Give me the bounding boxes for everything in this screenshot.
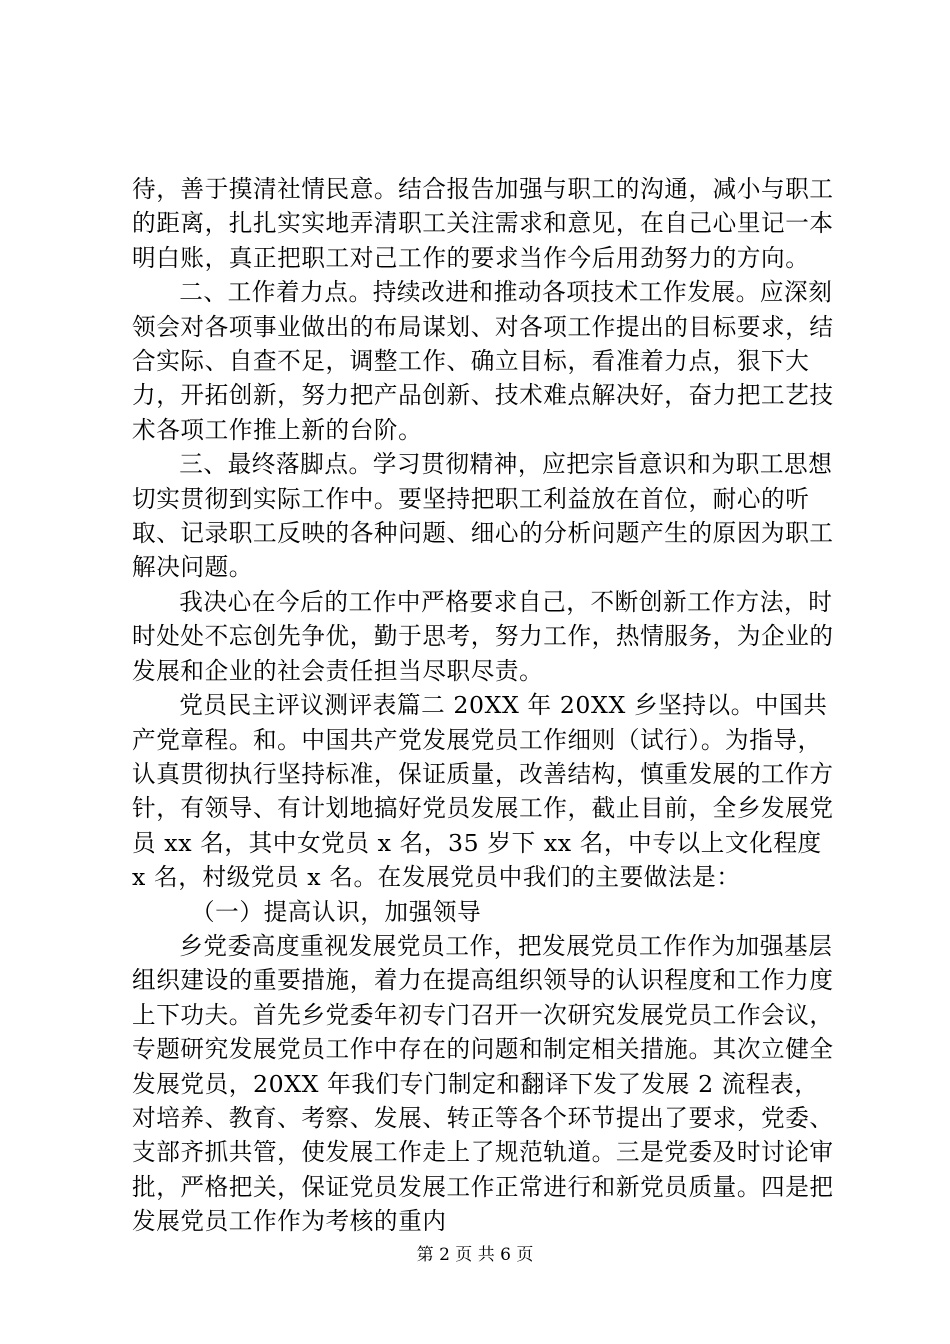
subheading-raise-awareness: （一）提高认识，加强领导 [190, 897, 482, 926]
document-body [132, 172, 838, 1239]
page-number-footer: 第 2 页 共 6 页 [416, 1245, 534, 1265]
paragraph-party-committee: 乡党委高度重视发展党员工作，把发展党员工作作为加强基层组织建设的重要措施，着力在提高组织领导的认识程度和工作力度上下功夫。首先乡党委年初专门召开一次研究发展党员工作会议，专题研究发展党员工作中存在的问题和制定相关措施。其次立健全发展党员，20XX 年我们专门制定和翻译下发了发展 2 流程表，对培养、教育、考察、发展、转正等各个环节提出了要求，党委、支部齐抓共管，使发展工作走上了规范轨道。三是党委及时讨论审批，严格把关，保证党员发展工作正常进行和新党员质量。四是把发展党员工作作为考核的重内 [132, 931, 834, 1236]
paragraph-section-three: 三、最终落脚点。学习贯彻精神，应把宗旨意识和为职工思想切实贯彻到实际工作中。要坚持把职工利益放在首位，耐心的听取、记录职工反映的各种问题、细心的分析问题产生的原因为职工解决问题。 [132, 450, 834, 582]
paragraph-resolution: 我决心在今后的工作中严格要求自己，不断创新工作方法，时时处处不忘创先争优，勤于思考，努力工作，热情服务，为企业的发展和企业的社会责任担当尽职尽责。 [132, 587, 834, 685]
paragraph-continuation: 待，善于摸清社情民意。结合报告加强与职工的沟通，减小与职工的距离，扎扎实实地弄清职工关注需求和意见，在自己心里记一本明白账，真正把职工对己工作的要求当作今后用劲努力的方向。 [132, 175, 834, 272]
paragraph-section-two: 二、工作着力点。持续改进和推动各项技术工作发展。应深刻领会对各项事业做出的布局谋划、对各项工作提出的目标要求，结合实际、自查不足，调整工作、确立目标，看准着力点，狠下大力，开拓创新，努力把产品创新、技术难点解决好，奋力把工艺技术各项工作推上新的台阶。 [132, 278, 834, 444]
paragraph-part-two-intro: 党员民主评议测评表篇二 20XX 年 20XX 乡坚持以。中国共产党章程。和。中国共产党发展党员工作细则（试行）。为指导，认真贯彻执行坚持标准，保证质量，改善结构，慎重发展的工作方针，有领导、有计划地搞好党员发展工作，截止目前，全乡发展党员 xx 名，其中女党员 x 名，35 岁下 xx 名，中专以上文化程度 x 名，村级党员 x 名。在发展党员中我们的主要做法是： [132, 691, 834, 892]
